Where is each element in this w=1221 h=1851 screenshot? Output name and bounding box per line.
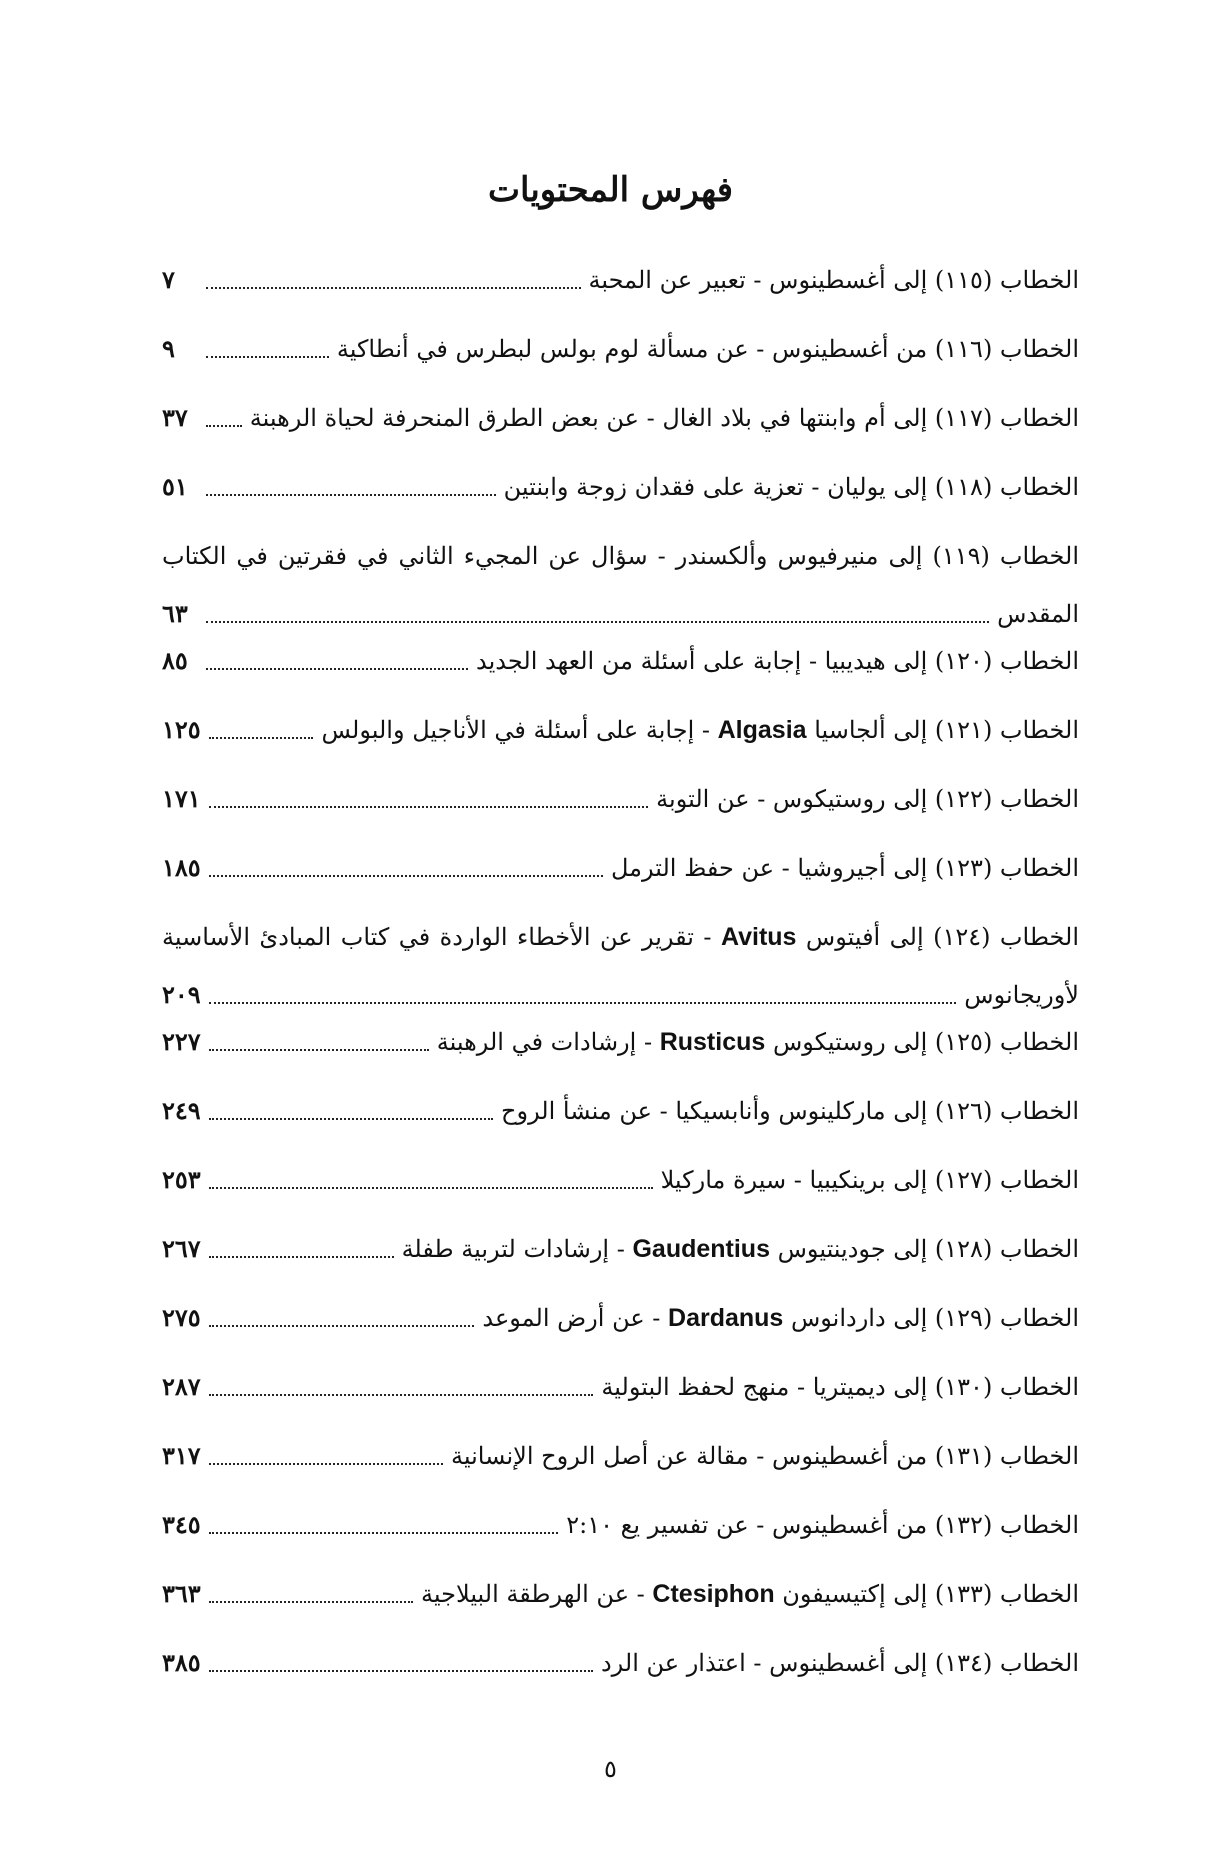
toc-page-number: ٢٤٩ bbox=[162, 1096, 201, 1125]
toc-entry-row bbox=[162, 1093, 1079, 1129]
toc-entry[interactable] bbox=[162, 919, 1079, 1024]
page-folio: ٥ bbox=[604, 1755, 617, 1783]
toc-entry-row bbox=[162, 469, 1079, 505]
toc-entry-row bbox=[162, 262, 1079, 298]
dot-leader bbox=[209, 1118, 493, 1120]
toc-entry-text-continued: لأوريجانوس bbox=[964, 981, 1079, 1009]
toc-entry[interactable] bbox=[162, 1507, 1079, 1576]
toc-entry[interactable] bbox=[162, 1300, 1079, 1369]
toc-entry[interactable] bbox=[162, 781, 1079, 850]
toc-entry[interactable] bbox=[162, 262, 1079, 331]
toc-entry-title bbox=[162, 923, 1079, 951]
toc-page-number: ١٧١ bbox=[162, 784, 201, 813]
toc-entry-first-line bbox=[162, 538, 1079, 574]
toc-entry-text: الخطاب (١٢٦) إلى ماركلينوس وأنابسيكيا - عن منشأ الروح bbox=[500, 1097, 1079, 1125]
toc-page-number: ٢٠٩ bbox=[162, 980, 201, 1009]
toc-entry-title bbox=[504, 469, 1079, 505]
toc-entry[interactable] bbox=[162, 643, 1079, 712]
toc-entry-text: الخطاب (١١٨) إلى يوليان - تعزية على فقدان زوجة وابنتين bbox=[503, 473, 1079, 501]
dot-leader bbox=[206, 287, 581, 289]
toc-entry[interactable] bbox=[162, 1024, 1079, 1093]
toc-entry-row bbox=[162, 1300, 1079, 1336]
toc-entry[interactable] bbox=[162, 1576, 1079, 1645]
toc-entry-text: الخطاب (١٢٥) إلى روستيكوس bbox=[772, 1028, 1079, 1056]
toc-entry-title bbox=[611, 850, 1079, 886]
toc-page-number: ٥١ bbox=[162, 472, 188, 501]
toc-page-number: ٢٨٧ bbox=[162, 1372, 201, 1401]
toc-entry-row bbox=[162, 643, 1079, 679]
toc-entry-latin-name: Ctesiphon bbox=[652, 1580, 775, 1608]
dot-leader bbox=[209, 1256, 394, 1258]
toc-page-number: ٨٥ bbox=[162, 646, 188, 675]
toc-page-number: ٢٧٥ bbox=[162, 1303, 201, 1332]
toc-entry-title bbox=[402, 1231, 1079, 1267]
dot-leader bbox=[206, 356, 329, 358]
toc-page-number: ٣٦٣ bbox=[162, 1579, 201, 1608]
toc-page-number: ٣٨٥ bbox=[162, 1648, 201, 1677]
toc-entry-latin-name: Rusticus bbox=[659, 1028, 766, 1056]
toc-entry-text-continued: - إجابة على أسئلة في الأناجيل والبولس bbox=[321, 716, 710, 744]
toc-entry-title bbox=[601, 1369, 1079, 1405]
toc-entry-text: الخطاب (١٢٧) إلى برينكيبيا - سيرة ماركيلا bbox=[660, 1166, 1079, 1194]
toc-entry[interactable] bbox=[162, 1231, 1079, 1300]
toc-entry[interactable] bbox=[162, 850, 1079, 919]
toc-page-number: ١٢٥ bbox=[162, 715, 201, 744]
toc-entry[interactable] bbox=[162, 469, 1079, 538]
toc-entry[interactable] bbox=[162, 1369, 1079, 1438]
toc-entry-row bbox=[162, 1024, 1079, 1060]
toc-entry-text: الخطاب (١١٧) إلى أم وابنتها في بلاد الغال - عن بعض الطرق المنحرفة لحياة الرهبنة bbox=[249, 404, 1079, 432]
toc-entry-text: الخطاب (١٢٩) إلى داردانوس bbox=[790, 1304, 1079, 1332]
dot-leader bbox=[209, 1002, 957, 1004]
toc-entry-title bbox=[437, 1024, 1079, 1060]
dot-leader bbox=[209, 737, 314, 739]
dot-leader bbox=[209, 875, 603, 877]
toc-entry-row bbox=[162, 781, 1079, 817]
dot-leader bbox=[209, 1601, 413, 1603]
toc-entry-row bbox=[162, 1162, 1079, 1198]
toc-entry-text-continued: - إرشادات لتربية طفلة bbox=[401, 1235, 625, 1263]
toc-entry-title bbox=[566, 1507, 1079, 1543]
toc-entry-title bbox=[451, 1438, 1079, 1474]
toc-entry-latin-name: Gaudentius bbox=[632, 1235, 770, 1263]
toc-entry-text: الخطاب (١٣٠) إلى ديميتريا - منهج لحفظ البتولية bbox=[601, 1373, 1079, 1401]
toc-entry[interactable] bbox=[162, 1093, 1079, 1162]
toc-page-number: ٢٦٧ bbox=[162, 1234, 201, 1263]
toc-entry-text-continued: - عن أرض الموعد bbox=[482, 1304, 661, 1332]
toc-entry-second-line bbox=[162, 596, 1079, 632]
toc-entry-text: الخطاب (١٣٣) إلى إكتيسيفون bbox=[782, 1580, 1079, 1608]
dot-leader bbox=[209, 1187, 653, 1189]
toc-page-number: ٣٤٥ bbox=[162, 1510, 201, 1539]
toc-entry-row bbox=[162, 1576, 1079, 1612]
toc-entry-row bbox=[162, 712, 1079, 748]
toc-page-number: ٧ bbox=[162, 265, 175, 294]
toc-entry-second-line bbox=[162, 977, 1079, 1013]
toc-entry-text: الخطاب (١٢٣) إلى أجيروشيا - عن حفظ الترمل bbox=[610, 854, 1079, 882]
dot-leader bbox=[206, 668, 468, 670]
toc-entry-title bbox=[661, 1162, 1079, 1198]
dot-leader bbox=[206, 425, 242, 427]
toc-entry-text: الخطاب (١٢٤) إلى أفيتوس bbox=[805, 923, 1079, 951]
toc-entry[interactable] bbox=[162, 1438, 1079, 1507]
toc-entry[interactable] bbox=[162, 538, 1079, 643]
toc-entry-row bbox=[162, 400, 1079, 436]
toc-entry-text-continued: - إرشادات في الرهبنة bbox=[436, 1028, 653, 1056]
toc-entry-latin-name: Avitus bbox=[720, 923, 797, 951]
dot-leader bbox=[209, 1463, 443, 1465]
toc-entry[interactable] bbox=[162, 1162, 1079, 1231]
toc-entry-latin-name: Algasia bbox=[717, 716, 807, 744]
toc-entry-text-continued: المقدس bbox=[997, 600, 1079, 628]
toc-entry-text: الخطاب (١٣٤) إلى أغسطينوس - اعتذار عن الرد bbox=[600, 1649, 1079, 1677]
toc-page-number: ٢٥٣ bbox=[162, 1165, 201, 1194]
toc-entry-title bbox=[321, 712, 1079, 748]
dot-leader bbox=[209, 806, 649, 808]
toc-entry-row bbox=[162, 1645, 1079, 1681]
dot-leader bbox=[209, 1394, 594, 1396]
toc-list bbox=[162, 262, 1079, 1714]
toc-entry-row bbox=[162, 1231, 1079, 1267]
toc-entry-row bbox=[162, 1507, 1079, 1543]
toc-page-number: ٦٣ bbox=[162, 599, 188, 628]
dot-leader bbox=[209, 1670, 593, 1672]
toc-entry-title bbox=[656, 781, 1079, 817]
toc-entry-row bbox=[162, 1369, 1079, 1405]
toc-entry[interactable] bbox=[162, 331, 1079, 400]
toc-entry-text: الخطاب (١١٦) من أغسطينوس - عن مسألة لوم بولس لبطرس في أنطاكية bbox=[336, 335, 1079, 363]
toc-entry-text: الخطاب (١٣٢) من أغسطينوس - عن تفسير يع ٢:١٠ bbox=[566, 1511, 1079, 1539]
toc-entry-first-line bbox=[162, 919, 1079, 955]
toc-entry-text: الخطاب (١٢١) إلى ألجاسيا bbox=[814, 716, 1079, 744]
dot-leader bbox=[209, 1049, 429, 1051]
toc-entry-text: الخطاب (١١٩) إلى منيرفيوس وألكسندر - سؤال عن المجيء الثاني في فقرتين في الكتاب bbox=[162, 542, 1079, 570]
toc-page-number: ٣١٧ bbox=[162, 1441, 201, 1470]
dot-leader bbox=[206, 621, 989, 623]
dot-leader bbox=[206, 494, 496, 496]
toc-entry-text: الخطاب (١٢٨) إلى جودينتيوس bbox=[777, 1235, 1079, 1263]
toc-entry[interactable] bbox=[162, 400, 1079, 469]
toc-entry-title bbox=[250, 400, 1079, 436]
toc-entry-title bbox=[162, 542, 1079, 570]
toc-entry-text-continued: - عن الهرطقة البيلاجية bbox=[421, 1580, 645, 1608]
toc-entry[interactable] bbox=[162, 712, 1079, 781]
toc-entry-text: الخطاب (١٣١) من أغسطينوس - مقالة عن أصل الروح الإنسانية bbox=[450, 1442, 1079, 1470]
toc-entry-title bbox=[421, 1576, 1079, 1612]
toc-page-number: ١٨٥ bbox=[162, 853, 201, 882]
toc-entry-title bbox=[337, 331, 1079, 367]
dot-leader bbox=[209, 1532, 559, 1534]
toc-entry-row bbox=[162, 850, 1079, 886]
page-title: فهرس المحتويات bbox=[487, 170, 734, 210]
toc-entry-title bbox=[589, 262, 1080, 298]
toc-page-number: ٩ bbox=[162, 334, 175, 363]
toc-entry-title bbox=[482, 1300, 1079, 1336]
toc-entry-title bbox=[476, 643, 1079, 679]
toc-entry-text-continued: - تقرير عن الأخطاء الواردة في كتاب المبادئ الأساسية bbox=[162, 923, 712, 951]
toc-entry-title bbox=[601, 1645, 1079, 1681]
toc-entry[interactable] bbox=[162, 1645, 1079, 1714]
toc-entry-title bbox=[501, 1093, 1079, 1129]
toc-entry-text: الخطاب (١٢٠) إلى هيديبيا - إجابة على أسئلة من العهد الجديد bbox=[476, 647, 1079, 675]
toc-entry-text: الخطاب (١٢٢) إلى روستيكوس - عن التوبة bbox=[656, 785, 1079, 813]
toc-entry-text: الخطاب (١١٥) إلى أغسطينوس - تعبير عن المحبة bbox=[588, 266, 1079, 294]
toc-entry-row bbox=[162, 1438, 1079, 1474]
toc-page-number: ٢٢٧ bbox=[162, 1027, 201, 1056]
toc-entry-latin-name: Dardanus bbox=[668, 1304, 784, 1332]
toc-entry-row bbox=[162, 331, 1079, 367]
dot-leader bbox=[209, 1325, 475, 1327]
toc-page-number: ٣٧ bbox=[162, 403, 188, 432]
